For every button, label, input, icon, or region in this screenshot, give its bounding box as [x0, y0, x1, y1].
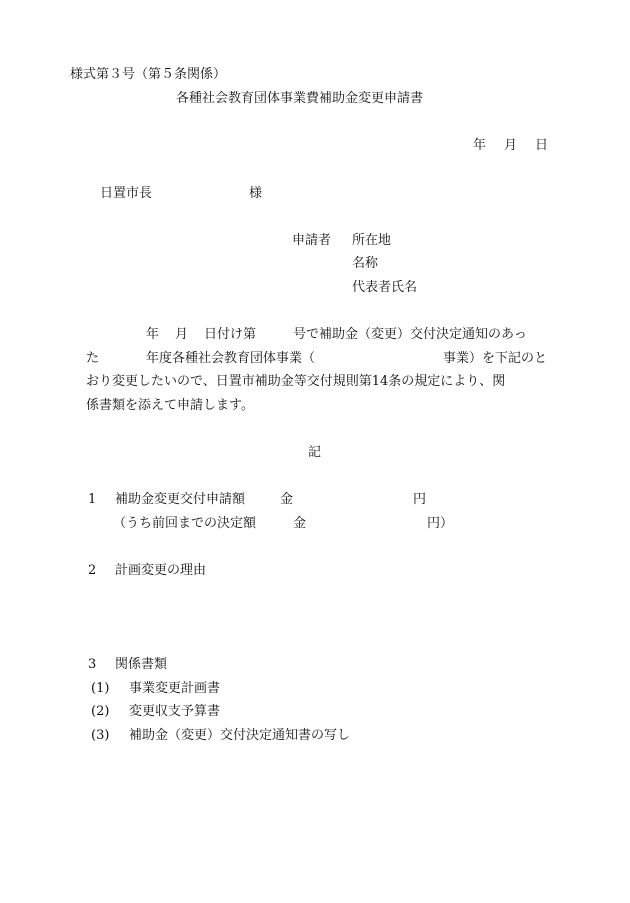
doc-3-number: (3): [91, 728, 110, 743]
item-3-label: 関係書類: [115, 657, 168, 672]
applicant-label: 申請者: [292, 233, 332, 248]
body-line1-year: 年: [146, 327, 160, 342]
date-day: 日: [535, 138, 549, 153]
address-label: 所在地: [352, 233, 392, 248]
form-number: 様式第３号（第５条関係）: [70, 67, 227, 82]
doc-2-label: 変更収支予算書: [129, 704, 221, 719]
representative-label: 代表者氏名: [352, 280, 418, 295]
date-year: 年: [473, 138, 487, 153]
item-1-sub-label: （うち前回までの決定額: [113, 516, 257, 531]
body-line1-number-text: 号で補助金（変更）交付決定通知のあっ: [293, 327, 527, 342]
name-label: 名称: [352, 256, 379, 271]
body-line1-day-prefix: 日付け第: [204, 327, 257, 342]
doc-1-number: (1): [91, 681, 110, 696]
body-line3: おり変更したいので、日置市補助金等交付規則第14条の規定により、関: [86, 374, 506, 389]
ki-heading: 記: [308, 445, 322, 460]
item-3-number: 3: [88, 657, 97, 672]
body-line2-ta: た: [86, 351, 100, 366]
item-1-number: 1: [88, 492, 97, 507]
addressee-name: 日置市長: [100, 186, 153, 201]
body-line1-month: 月: [175, 327, 189, 342]
addressee-honorific: 様: [249, 186, 263, 201]
date-month: 月: [504, 138, 518, 153]
body-line4: 係書類を添えて申請します。: [86, 398, 254, 413]
item-1-sub-kin: 金: [293, 516, 307, 531]
item-1-sub-yen: 円）: [427, 516, 454, 531]
item-1-yen: 円: [413, 492, 427, 507]
item-2-number: 2: [88, 563, 97, 578]
item-1-label: 補助金変更交付申請額: [115, 492, 246, 507]
body-line2-jigyo: 事業）を下記のと: [443, 351, 548, 366]
doc-2-number: (2): [91, 704, 110, 719]
doc-1-label: 事業変更計画書: [129, 681, 221, 696]
item-1-kin: 金: [280, 492, 294, 507]
doc-3-label: 補助金（変更）交付決定通知書の写し: [129, 728, 351, 743]
item-2-label: 計画変更の理由: [115, 563, 207, 578]
body-line2-year-text: 年度各種社会教育団体事業（: [146, 351, 316, 366]
document-title: 各種社会教育団体事業費補助金変更申請書: [176, 91, 424, 106]
